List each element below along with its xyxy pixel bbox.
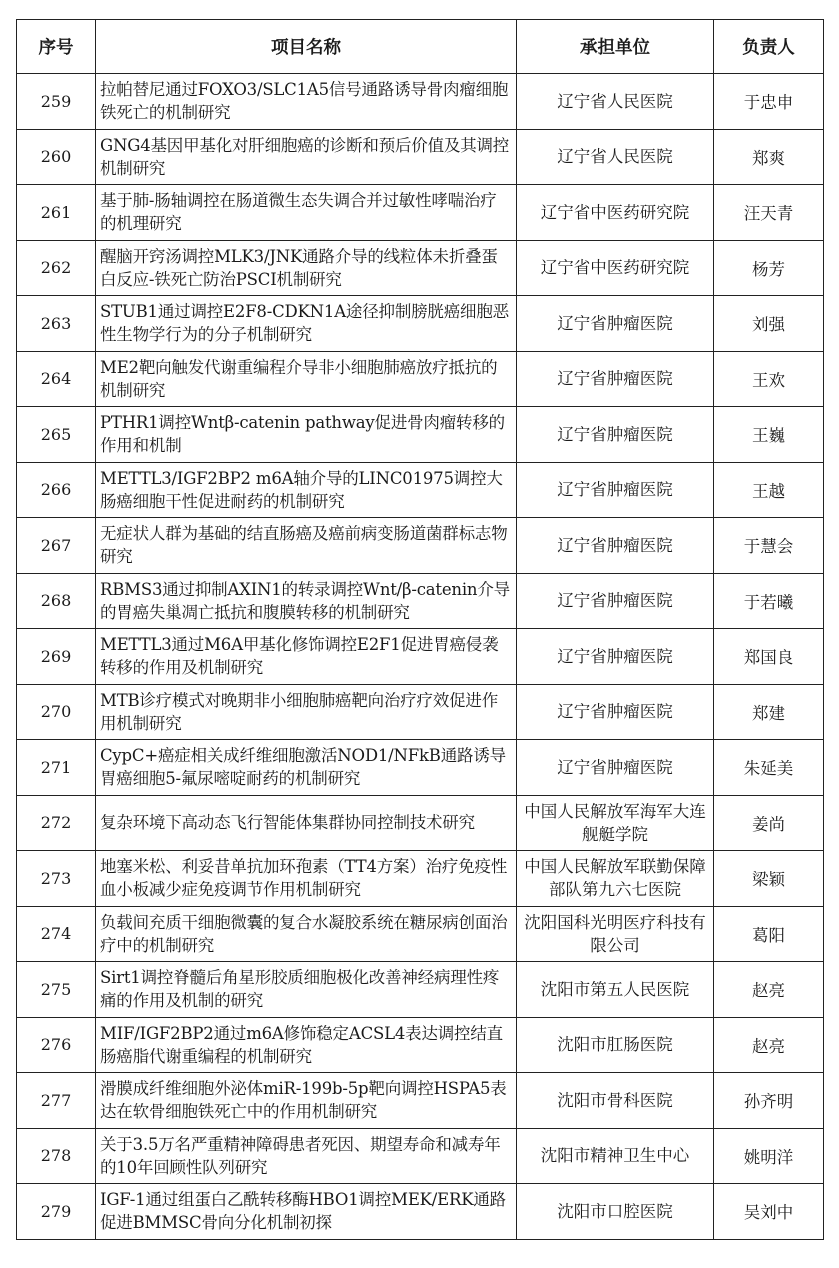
cell-serial-number: 268: [17, 573, 96, 629]
cell-project-name: METTL3通过M6A甲基化修饰调控E2F1促进胃癌侵袭转移的作用及机制研究: [96, 629, 517, 685]
cell-organization: [517, 296, 714, 352]
cell-principal: 杨芳: [714, 240, 824, 296]
project-table-container: [16, 19, 823, 1240]
cell-project-name: 滑膜成纤维细胞外泌体miR-199b-5p靶向调控HSPA5表达在软骨细胞铁死亡中的作用机制研究: [96, 1073, 517, 1129]
cell-serial-number: 271: [17, 740, 96, 796]
table-row: [17, 240, 824, 296]
table-row: [17, 129, 824, 185]
table-row: [17, 1184, 824, 1240]
project-table: [16, 19, 824, 1240]
cell-project-name: 无症状人群为基础的结直肠癌及癌前病变肠道菌群标志物研究: [96, 518, 517, 574]
organization-text: 沈阳市第五人民医院: [540, 979, 690, 999]
organization-text: 辽宁省肿瘤医院: [557, 480, 673, 500]
organization-text: 中国人民解放军海军大连舰艇学院: [524, 801, 706, 844]
cell-principal: 王欢: [714, 351, 824, 407]
cell-serial-number: 267: [17, 518, 96, 574]
cell-principal: 朱延美: [714, 740, 824, 796]
table-row: [17, 1017, 824, 1073]
cell-project-name: 地塞米松、利妥昔单抗加环孢素（TT4方案）治疗免疫性血小板减少症免疫调节作用机制研究: [96, 851, 517, 907]
table-row: [17, 795, 824, 851]
cell-principal: 姜尚: [714, 795, 824, 851]
cell-principal: 郑建: [714, 684, 824, 740]
table-row: [17, 296, 824, 352]
cell-organization: [517, 185, 714, 241]
organization-text: 辽宁省肿瘤医院: [557, 757, 673, 777]
cell-organization: [517, 1184, 714, 1240]
table-body: [17, 74, 824, 1240]
cell-principal: 王越: [714, 462, 824, 518]
header-project-name: 项目名称: [96, 20, 517, 74]
cell-organization: [517, 962, 714, 1018]
table-row: [17, 74, 824, 130]
table-row: [17, 462, 824, 518]
organization-text: 辽宁省人民医院: [557, 147, 673, 167]
cell-organization: [517, 74, 714, 130]
cell-project-name: 拉帕替尼通过FOXO3/SLC1A5信号通路诱导骨肉瘤细胞铁死亡的机制研究: [96, 74, 517, 130]
cell-organization: [517, 906, 714, 962]
cell-project-name: RBMS3通过抑制AXIN1的转录调控Wnt/β-catenin介导的胃癌失巢凋亡抵抗和腹膜转移的机制研究: [96, 573, 517, 629]
table-row: [17, 740, 824, 796]
cell-principal: 汪天青: [714, 185, 824, 241]
cell-serial-number: 260: [17, 129, 96, 185]
cell-serial-number: 276: [17, 1017, 96, 1073]
table-row: [17, 518, 824, 574]
table-row: [17, 906, 824, 962]
header-serial-number: 序号: [17, 20, 96, 74]
cell-project-name: Sirt1调控脊髓后角星形胶质细胞极化改善神经病理性疼痛的作用及机制的研究: [96, 962, 517, 1018]
organization-text: 辽宁省人民医院: [557, 91, 673, 111]
cell-organization: [517, 740, 714, 796]
organization-text: 沈阳市精神卫生中心: [540, 1146, 690, 1166]
cell-principal: 赵亮: [714, 1017, 824, 1073]
organization-text: 辽宁省肿瘤医院: [557, 424, 673, 444]
table-row: [17, 185, 824, 241]
cell-project-name: MTB诊疗模式对晚期非小细胞肺癌靶向治疗疗效促进作用机制研究: [96, 684, 517, 740]
cell-project-name: 关于3.5万名严重精神障碍患者死因、期望寿命和减寿年的10年回顾性队列研究: [96, 1128, 517, 1184]
table-row: [17, 629, 824, 685]
table-row: [17, 1128, 824, 1184]
cell-organization: [517, 462, 714, 518]
cell-serial-number: 265: [17, 407, 96, 463]
cell-principal: 郑国良: [714, 629, 824, 685]
cell-serial-number: 278: [17, 1128, 96, 1184]
table-row: [17, 407, 824, 463]
organization-text: 辽宁省中医药研究院: [540, 258, 690, 278]
organization-text: 中国人民解放军联勤保障部队第九六七医院: [524, 857, 706, 900]
cell-organization: [517, 518, 714, 574]
cell-serial-number: 273: [17, 851, 96, 907]
cell-principal: 姚明洋: [714, 1128, 824, 1184]
organization-text: 辽宁省肿瘤医院: [557, 591, 673, 611]
cell-serial-number: 275: [17, 962, 96, 1018]
cell-serial-number: 270: [17, 684, 96, 740]
organization-text: 沈阳国科光明医疗科技有限公司: [524, 912, 706, 955]
cell-principal: 于慧会: [714, 518, 824, 574]
cell-serial-number: 259: [17, 74, 96, 130]
cell-project-name: CypC+癌症相关成纤维细胞激活NOD1/NFkB通路诱导胃癌细胞5-氟尿嘧啶耐药的机制研究: [96, 740, 517, 796]
table-row: [17, 962, 824, 1018]
table-row: [17, 1073, 824, 1129]
cell-organization: [517, 573, 714, 629]
cell-project-name: 负载间充质干细胞微囊的复合水凝胶系统在糖尿病创面治疗中的机制研究: [96, 906, 517, 962]
table-row: [17, 851, 824, 907]
organization-text: 辽宁省肿瘤医院: [557, 646, 673, 666]
header-organization: 承担单位: [517, 20, 714, 74]
header-principal: 负责人: [714, 20, 824, 74]
organization-text: 辽宁省肿瘤医院: [557, 535, 673, 555]
cell-principal: 于忠申: [714, 74, 824, 130]
cell-principal: 郑爽: [714, 129, 824, 185]
cell-principal: 王巍: [714, 407, 824, 463]
cell-serial-number: 266: [17, 462, 96, 518]
cell-project-name: 基于肺-肠轴调控在肠道微生态失调合并过敏性哮喘治疗的机理研究: [96, 185, 517, 241]
cell-project-name: GNG4基因甲基化对肝细胞癌的诊断和预后价值及其调控机制研究: [96, 129, 517, 185]
cell-project-name: METTL3/IGF2BP2 m6A轴介导的LINC01975调控大肠癌细胞干性促进耐药的机制研究: [96, 462, 517, 518]
cell-project-name: 复杂环境下高动态飞行智能体集群协同控制技术研究: [96, 795, 517, 851]
cell-serial-number: 277: [17, 1073, 96, 1129]
cell-serial-number: 261: [17, 185, 96, 241]
cell-organization: [517, 407, 714, 463]
cell-principal: 葛阳: [714, 906, 824, 962]
table-row: [17, 351, 824, 407]
cell-organization: [517, 851, 714, 907]
organization-text: 辽宁省肿瘤医院: [557, 369, 673, 389]
cell-principal: 赵亮: [714, 962, 824, 1018]
cell-serial-number: 272: [17, 795, 96, 851]
cell-organization: [517, 795, 714, 851]
cell-project-name: PTHR1调控Wntβ-catenin pathway促进骨肉瘤转移的作用和机制: [96, 407, 517, 463]
cell-principal: 于若曦: [714, 573, 824, 629]
cell-organization: [517, 1017, 714, 1073]
cell-organization: [517, 351, 714, 407]
cell-organization: [517, 629, 714, 685]
cell-project-name: IGF-1通过组蛋白乙酰转移酶HBO1调控MEK/ERK通路促进BMMSC骨向分化机制初探: [96, 1184, 517, 1240]
cell-project-name: 醒脑开窍汤调控MLK3/JNK通路介导的线粒体未折叠蛋白反应-铁死亡防治PSCI机制研究: [96, 240, 517, 296]
organization-text: 沈阳市骨科医院: [557, 1090, 673, 1110]
cell-principal: 梁颖: [714, 851, 824, 907]
cell-serial-number: 262: [17, 240, 96, 296]
cell-organization: [517, 1128, 714, 1184]
cell-serial-number: 279: [17, 1184, 96, 1240]
cell-project-name: MIF/IGF2BP2通过m6A修饰稳定ACSL4表达调控结直肠癌脂代谢重编程的机制研究: [96, 1017, 517, 1073]
cell-organization: [517, 129, 714, 185]
table-row: [17, 573, 824, 629]
cell-serial-number: 274: [17, 906, 96, 962]
cell-organization: [517, 684, 714, 740]
cell-serial-number: 263: [17, 296, 96, 352]
table-row: [17, 684, 824, 740]
cell-project-name: STUB1通过调控E2F8-CDKN1A途径抑制膀胱癌细胞恶性生物学行为的分子机制研究: [96, 296, 517, 352]
cell-principal: 刘强: [714, 296, 824, 352]
cell-principal: 孙齐明: [714, 1073, 824, 1129]
table-header-row: [17, 20, 824, 74]
cell-organization: [517, 240, 714, 296]
cell-serial-number: 264: [17, 351, 96, 407]
organization-text: 辽宁省肿瘤医院: [557, 313, 673, 333]
cell-principal: 吴刘中: [714, 1184, 824, 1240]
cell-project-name: ME2靶向触发代谢重编程介导非小细胞肺癌放疗抵抗的机制研究: [96, 351, 517, 407]
cell-serial-number: 269: [17, 629, 96, 685]
organization-text: 辽宁省肿瘤医院: [557, 702, 673, 722]
cell-organization: [517, 1073, 714, 1129]
organization-text: 沈阳市口腔医院: [557, 1201, 673, 1221]
organization-text: 沈阳市肛肠医院: [557, 1035, 673, 1055]
organization-text: 辽宁省中医药研究院: [540, 202, 690, 222]
